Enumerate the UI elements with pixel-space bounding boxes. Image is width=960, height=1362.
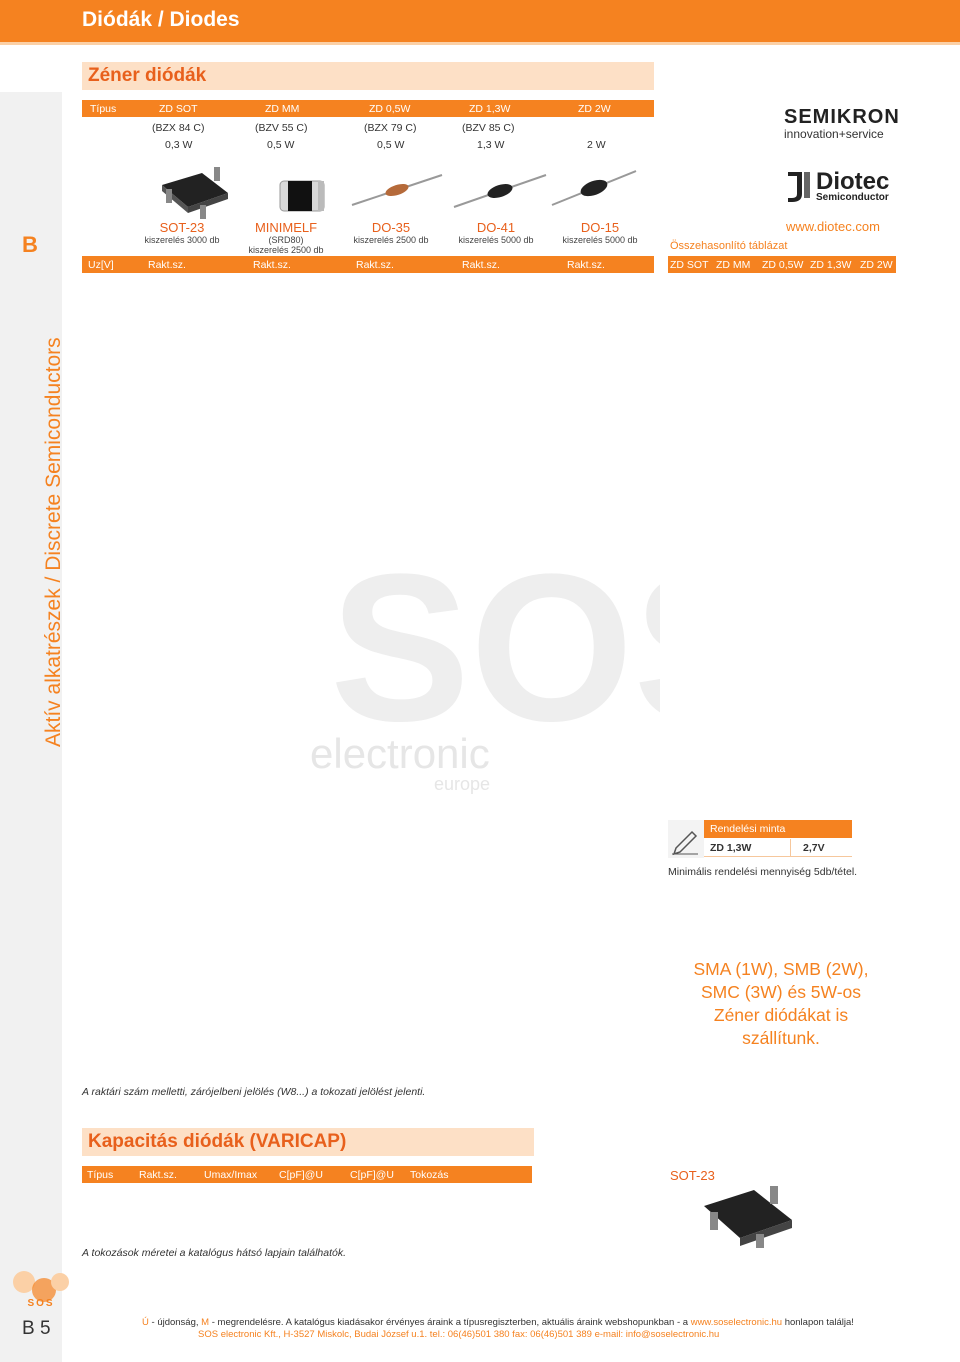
pkg-sot23-name: SOT-23 bbox=[159, 220, 205, 235]
order-value: 2,7V bbox=[790, 839, 852, 857]
header-divider bbox=[0, 42, 960, 45]
varicap-col-c2: C[pF]@U bbox=[350, 1169, 394, 1181]
do41-image bbox=[454, 175, 546, 207]
type-13w: (BZV 85 C) bbox=[462, 122, 515, 134]
pkg-minimelf-name: MINIMELF bbox=[254, 220, 318, 235]
zener-subheader bbox=[82, 256, 654, 273]
pkg-minimelf-qty: kiszerelés 2500 db bbox=[248, 245, 324, 255]
compare-col-05w: ZD 0,5W bbox=[762, 259, 804, 271]
footer-logo bbox=[10, 1268, 72, 1310]
type-sot: (BZX 84 C) bbox=[152, 122, 205, 134]
col-type: Típus bbox=[90, 103, 117, 115]
varicap-col-rakt: Rakt.sz. bbox=[139, 1169, 177, 1181]
order-icon-box bbox=[668, 820, 704, 858]
varicap-title: Kapacitás diódák (VARICAP) bbox=[88, 1131, 347, 1152]
rakt-label-4: Rakt.sz. bbox=[462, 259, 500, 271]
diotec-name: Diotec bbox=[816, 168, 890, 195]
col-zd-05w: ZD 0,5W bbox=[369, 103, 411, 115]
pkg-minimelf-code: (SRD80) bbox=[268, 235, 304, 245]
power-mm: 0,5 W bbox=[267, 139, 295, 151]
varicap-pkg-label: SOT-23 bbox=[670, 1168, 715, 1183]
minimelf-image bbox=[280, 181, 324, 211]
sos-watermark bbox=[300, 530, 660, 830]
compare-col-13w: ZD 1,3W bbox=[810, 259, 852, 271]
watermark-sub: europe bbox=[434, 774, 491, 794]
page-title: Diódák / Diodes bbox=[82, 8, 240, 31]
pkg-do35 bbox=[337, 220, 445, 245]
pkg-do41-qty: kiszerelés 5000 db bbox=[458, 235, 534, 245]
sot23-image bbox=[162, 167, 228, 219]
type-05w: (BZX 79 C) bbox=[364, 122, 417, 134]
compare-header bbox=[668, 256, 896, 273]
legend-end: honlapon találja! bbox=[782, 1317, 854, 1328]
pkg-do15-name: DO-15 bbox=[580, 220, 620, 235]
col-zd-mm: ZD MM bbox=[265, 103, 300, 115]
compare-title: Összehasonlító táblázat bbox=[670, 240, 788, 252]
pkg-sot23-qty: kiszerelés 3000 db bbox=[144, 235, 220, 245]
legend-u-text: - újdonság, bbox=[148, 1317, 199, 1328]
diotec-sub: Semiconductor bbox=[816, 192, 889, 203]
varicap-col-pkg: Tokozás bbox=[410, 1169, 449, 1181]
varicap-note: A tokozások méretei a katalógus hátsó lapjain találhatók. bbox=[82, 1247, 347, 1259]
footer-legend bbox=[142, 1317, 854, 1328]
power-05w: 0,5 W bbox=[377, 139, 405, 151]
rakt-label-1: Rakt.sz. bbox=[148, 259, 186, 271]
footer-company: SOS electronic Kft., H-3527 Miskolc, Budai József u.1. tel.: 06(46)501 380 fax: 06(46)501 389 e-mail: info@soselectronic.hu bbox=[198, 1329, 720, 1340]
semikron-tagline: innovation+service bbox=[784, 127, 884, 141]
zener-table-header bbox=[82, 100, 654, 117]
varicap-header bbox=[82, 1166, 532, 1183]
semikron-logo bbox=[784, 106, 900, 141]
do15-image bbox=[552, 171, 636, 205]
varicap-section-header bbox=[82, 1128, 534, 1156]
sidebar bbox=[0, 92, 65, 1362]
pkg-do35-qty: kiszerelés 2500 db bbox=[353, 235, 429, 245]
pen-icon bbox=[668, 820, 704, 858]
diotec-logo bbox=[784, 168, 904, 204]
zener-note: A raktári szám melletti, zárójelbeni jelölés (W8...) a tokozati jelölést jelenti. bbox=[82, 1086, 426, 1098]
legend-url[interactable]: www.soselectronic.hu bbox=[690, 1317, 783, 1328]
col-zd-2w: ZD 2W bbox=[578, 103, 611, 115]
pkg-do35-name: DO-35 bbox=[371, 220, 411, 235]
compare-col-2w: ZD 2W bbox=[860, 259, 893, 271]
legend-u: Ú bbox=[142, 1317, 149, 1328]
order-min-qty: Minimális rendelési mennyiség 5db/tétel. bbox=[668, 866, 858, 878]
do35-image bbox=[352, 175, 442, 205]
sos-watermark-shape bbox=[300, 530, 660, 830]
rakt-label-3: Rakt.sz. bbox=[356, 259, 394, 271]
pkg-do15-qty: kiszerelés 5000 db bbox=[562, 235, 638, 245]
order-item: ZD 1,3W bbox=[704, 839, 790, 857]
sos-logo-text: SOS bbox=[27, 1298, 55, 1309]
svg-text:SOS: SO bbox=[330, 530, 634, 765]
compare-col-mm: ZD MM bbox=[716, 259, 751, 271]
package-images bbox=[82, 155, 654, 225]
diotec-mark-icon bbox=[784, 168, 814, 204]
type-mm: (BZV 55 C) bbox=[255, 122, 308, 134]
col-zd-sot: ZD SOT bbox=[159, 103, 198, 115]
zener-title: Zéner diódák bbox=[88, 65, 207, 86]
varicap-sot23-image bbox=[700, 1180, 800, 1250]
col-zd-13w: ZD 1,3W bbox=[469, 103, 511, 115]
varicap-col-umax: Umax/Imax bbox=[204, 1169, 258, 1181]
pkg-do41-name: DO-41 bbox=[476, 220, 516, 235]
rakt-label-5: Rakt.sz. bbox=[567, 259, 605, 271]
type-labels bbox=[82, 120, 654, 160]
pkg-sot23 bbox=[128, 220, 236, 245]
legend-m: M bbox=[201, 1317, 210, 1328]
pkg-do15 bbox=[546, 220, 654, 245]
semikron-name: SEMIKRON bbox=[784, 106, 900, 128]
rakt-label-2: Rakt.sz. bbox=[253, 259, 291, 271]
order-box bbox=[668, 820, 852, 858]
zener-section-header bbox=[82, 62, 654, 90]
compare-col-sot: ZD SOT bbox=[670, 259, 709, 271]
sidebar-title: Aktív alkatrészek / Discrete Semiconductors bbox=[42, 337, 65, 747]
promo-text: SMA (1W), SMB (2W), SMC (3W) és 5W-os Zéner diódákat is szállítunk. bbox=[693, 959, 869, 1048]
power-sot: 0,3 W bbox=[165, 139, 193, 151]
varicap-col-c1: C[pF]@U bbox=[279, 1169, 323, 1181]
power-2w: 2 W bbox=[587, 139, 606, 151]
watermark-word: electronic bbox=[310, 730, 490, 777]
legend-m-text: - megrendelésre. A katalógus kiadásakor érvényes áraink a típusregiszterben, aktuális áraink webshopunkban - a bbox=[209, 1317, 691, 1328]
pkg-minimelf bbox=[232, 220, 340, 255]
uz-label: Uz[V] bbox=[88, 259, 114, 271]
page-number: B 5 bbox=[22, 1318, 51, 1339]
power-13w: 1,3 W bbox=[477, 139, 505, 151]
page-header bbox=[0, 0, 960, 42]
order-title: Rendelési minta bbox=[704, 820, 852, 838]
varicap-col-type: Típus bbox=[87, 1169, 114, 1181]
pkg-do41 bbox=[442, 220, 550, 245]
diotec-url[interactable]: www.diotec.com bbox=[786, 219, 880, 234]
section-letter: B bbox=[22, 232, 38, 257]
